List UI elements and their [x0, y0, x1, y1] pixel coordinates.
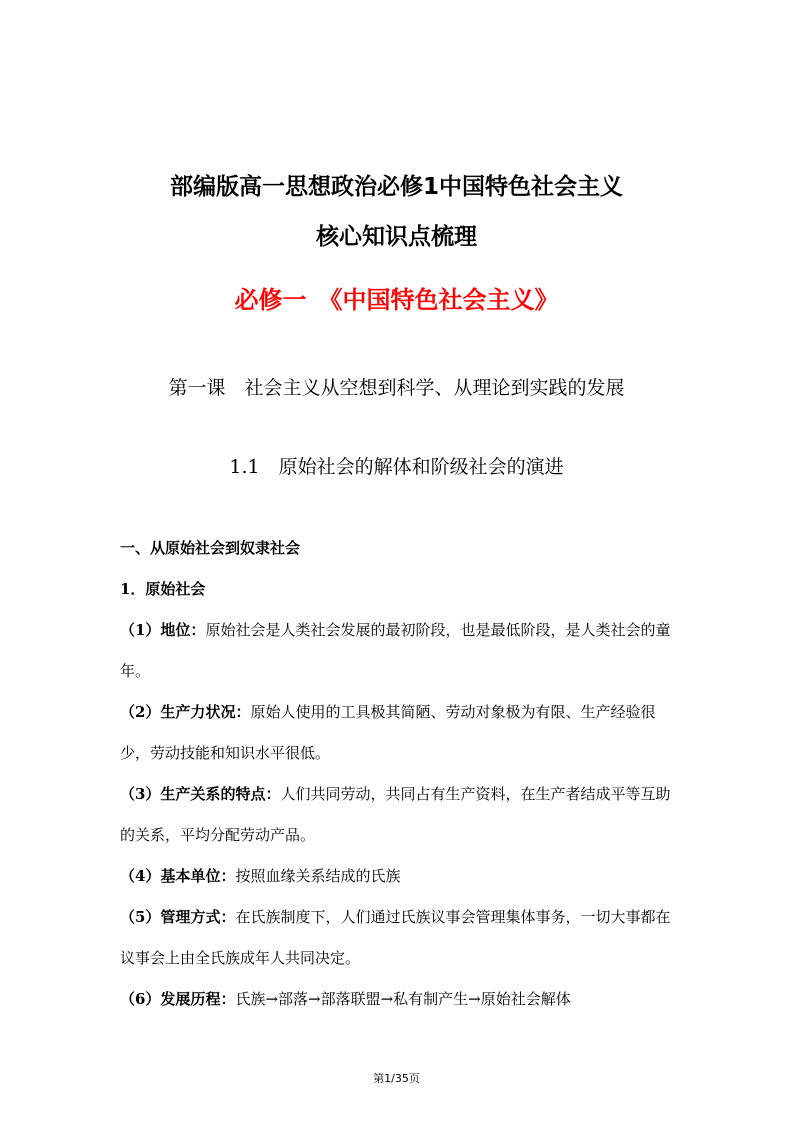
page-number: 第1/35页: [373, 1072, 420, 1085]
list-item: [120, 897, 676, 979]
item-label: （4）基本单位：: [120, 867, 236, 885]
item-text: 氏族→部落→部落联盟→私有制产生→原始社会解体: [235, 990, 571, 1008]
content-body: [120, 528, 676, 1020]
item-text: 原始人使用的工具极其简陋、劳动对象极为有限、生产经验很少，劳动技能和知识水平很低。: [120, 703, 656, 762]
item-label: （3）生产关系的特点：: [120, 785, 281, 803]
item-text: 人们共同劳动，共同占有生产资料，在生产者结成平等互助的关系，平均分配劳动产品。: [120, 785, 671, 844]
section-title: 1.1 原始社会的解体和阶级社会的演进: [229, 456, 564, 478]
heading-level2: 1．原始社会: [120, 580, 206, 598]
item-label: （2）生产力状况：: [120, 703, 251, 721]
list-item: [120, 979, 676, 1020]
item-text: 原始社会是人类社会发展的最初阶段，也是最低阶段，是人类社会的童年。: [120, 621, 671, 680]
heading-level1: 一、从原始社会到奴隶社会: [120, 539, 301, 557]
list-item: [120, 692, 676, 774]
course-title: 必修一 《中国特色社会主义》: [234, 285, 559, 314]
list-item: [120, 774, 676, 856]
item-label: （1）地位：: [120, 621, 206, 639]
lesson-title: 第一课 社会主义从空想到科学、从理论到实践的发展: [168, 377, 625, 399]
list-item: [120, 610, 676, 692]
list-item: [120, 856, 676, 897]
doc-title-line1: 部编版高一思想政治必修1中国特色社会主义: [169, 174, 623, 200]
item-text: 按照血缘关系结成的氏族: [235, 867, 401, 885]
item-label: （6）发展历程：: [120, 990, 236, 1008]
doc-title-line2: 核心知识点梳理: [316, 224, 477, 250]
item-label: （5）管理方式：: [120, 908, 236, 926]
item-text: 在氏族制度下，人们通过氏族议事会管理集体事务，一切大事都在议事会上由全氏族成年人共同决定。: [120, 908, 671, 967]
